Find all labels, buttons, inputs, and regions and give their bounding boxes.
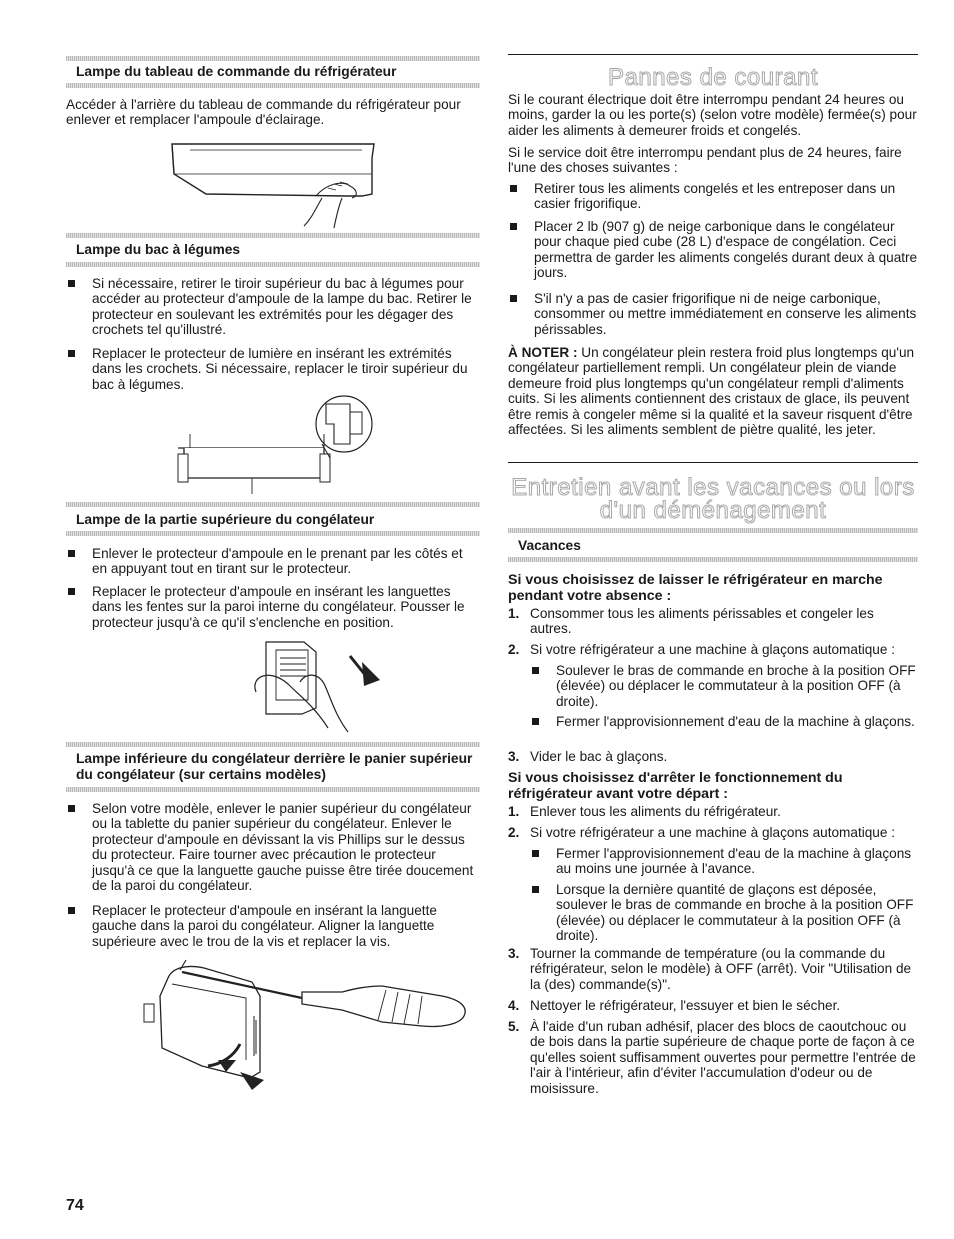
section-rule xyxy=(66,531,480,536)
power-outage-note xyxy=(508,345,918,437)
page-number: 74 xyxy=(66,1197,84,1214)
section-title-crisper-lamp: Lampe du bac à légumes xyxy=(76,242,241,257)
section-title-lower-freezer-lamp: Lampe inférieure du congélateur derrière le panier supérieur du congélateur (sur certains modèles) xyxy=(76,751,473,782)
step-number: 2. xyxy=(508,642,520,657)
crisper-lamp-step-2: Replacer le protecteur de lumière en insérant les extrémités dans les crochets. Si nécessaire, replacer le tiroir supérieur du bac à légumes. xyxy=(66,346,480,392)
step-number: 3. xyxy=(508,749,520,764)
control-panel-lamp-text: Accéder à l'arrière du tableau de commande du réfrigérateur pour enlever et remplacer l'ampoule d'éclairage. xyxy=(66,97,461,128)
leave-running-step-2-bullet-1: Soulever le bras de commande en broche à la position OFF (élevée) ou déplacer le commutateur à la position OFF (à droite). xyxy=(530,663,918,709)
section-rule xyxy=(508,462,918,463)
step-text: Si votre réfrigérateur a une machine à glaçons automatique : xyxy=(530,825,895,840)
power-outage-paragraph-2: Si le service doit être interrompu pendant plus de 24 heures, faire l'une des choses suivantes : xyxy=(508,145,902,176)
upper-freezer-lamp-step-2: Replacer le protecteur d'ampoule en insérant les languettes dans les fentes sur la paroi interne du congélateur. Pousser le protecteur jusqu'à ce qu'il s'enclenche en position. xyxy=(66,584,480,630)
heading-stop-refrigerator: Si vous choisissez d'arrêter le fonctionnement du réfrigérateur avant votre départ : xyxy=(508,770,843,802)
crisper-lamp-step-1: Si nécessaire, retirer le tiroir supérieur du bac à légumes pour accéder au protecteur d'ampoule de la lampe du bac. Retirer le protecteur en soulevant les extrémités pour les dégager des crochets tel qu'illustré. xyxy=(66,276,480,338)
power-outage-option-1: Retirer tous les aliments congelés et les entreposer dans un casier frigorifique. xyxy=(508,181,918,212)
section-title-upper-freezer-lamp: Lampe de la partie supérieure du congélateur xyxy=(76,512,375,527)
upper-freezer-lamp-step-1: Enlever le protecteur d'ampoule en le prenant par les côtés et en appuyant tout en tirant sur le protecteur. xyxy=(66,546,480,577)
step-text: Tourner la commande de température (ou la commande du réfrigérateur, selon le modèle) à OFF (arrêt). Voir "Utilisation de la (des) commande(s)". xyxy=(530,946,912,992)
lower-freezer-lamp-step-1: Selon votre modèle, enlever le panier supérieur du congélateur ou la tablette du panier supérieur du congélateur. Enlever le protecteur d'ampoule en dévissant la vis Phillips sur le dessus du protecteur. Faire tourner avec précaution le protecteur jusqu'à ce que la languette gauche puisse être tirée doucement de la paroi du congélateur. xyxy=(66,801,480,893)
note-text: Un congélateur plein restera froid plus longtemps qu'un congélateur partiellement rempli. Un congélateur plein de viande demeure froid plus longtemps qu'un congélateur rempli d'aliments cuits. Si les aliments contiennent des cristaux de glace, ils peuvent être remis à congeler même si la qualité et la saveur risquent d'être affectées. Si les aliments semblent de piètre qualité, les jeter. xyxy=(508,345,915,438)
step-number: 3. xyxy=(508,946,520,961)
section-rule xyxy=(66,262,480,267)
section-rule xyxy=(66,502,480,507)
step-text: Si votre réfrigérateur a une machine à glaçons automatique : xyxy=(530,642,895,657)
step-number: 5. xyxy=(508,1019,520,1034)
stop-step-2-bullet-2: Lorsque la dernière quantité de glaçons est déposée, soulever le bras de commande en broche à la position OFF (élevée) ou déplacer le commutateur à la position OFF (à droite). xyxy=(530,882,918,944)
step-number: 4. xyxy=(508,998,520,1013)
stop-step-3 xyxy=(508,946,918,992)
upper-freezer-lamp-illustration xyxy=(216,636,396,738)
leave-running-step-3 xyxy=(508,749,918,764)
power-outage-option-2: Placer 2 lb (907 g) de neige carbonique dans le congélateur pour chaque pied cube (28 L) d'espace de congélation. Ceci permettra de garder les aliments congelés durant deux à quatre jours. xyxy=(508,219,918,281)
step-text: À l'aide d'un ruban adhésif, placer des blocs de caoutchouc ou de bois dans la partie supérieure de chaque porte de façon à ce qu'elles soient suffisamment ouvertes pour permettre l'entrée de l'air à l'intérieur, afin d'éviter l'accumulation d'odeur ou de moisissure. xyxy=(530,1019,916,1096)
step-number: 1. xyxy=(508,606,520,621)
step-text: Nettoyer le réfrigérateur, l'essuyer et bien le sécher. xyxy=(530,998,841,1013)
stop-step-2-bullet-1: Fermer l'approvisionnement d'eau de la machine à glaçons au moins une journée à l'avance. xyxy=(530,846,918,877)
step-text: Vider le bac à glaçons. xyxy=(530,749,668,764)
step-text: Consommer tous les aliments périssables et congeler les autres. xyxy=(530,606,874,637)
section-title-vacation-line-1: Entretien avant les vacances ou lors xyxy=(511,474,915,501)
section-rule xyxy=(66,742,480,747)
step-number: 2. xyxy=(508,825,520,840)
section-rule xyxy=(508,54,918,55)
section-rule xyxy=(508,528,918,533)
subsection-title-vacation: Vacances xyxy=(518,538,581,553)
stop-step-5 xyxy=(508,1019,918,1096)
section-rule xyxy=(508,557,918,562)
section-rule xyxy=(66,787,480,792)
lower-freezer-lamp-illustration xyxy=(142,956,478,1090)
leave-running-step-2 xyxy=(508,642,918,657)
section-rule xyxy=(66,83,480,88)
power-outage-option-3: S'il n'y a pas de casier frigorifique ni de neige carbonique, consommer ou mettre immédiatement en conserve les aliments périssables. xyxy=(508,291,918,337)
section-title-vacation-line-2: d'un déménagement xyxy=(599,497,827,524)
step-text: Enlever tous les aliments du réfrigérateur. xyxy=(530,804,781,819)
section-title-power-outage: Pannes de courant xyxy=(608,64,818,91)
stop-step-1 xyxy=(508,804,918,819)
stop-step-4 xyxy=(508,998,918,1013)
section-rule xyxy=(66,56,480,61)
leave-running-step-1 xyxy=(508,606,918,637)
leave-running-step-2-bullet-2: Fermer l'approvisionnement d'eau de la machine à glaçons. xyxy=(530,714,918,729)
stop-step-2 xyxy=(508,825,918,840)
power-outage-paragraph-1: Si le courant électrique doit être interrompu pendant 24 heures ou moins, garder la ou les porte(s) (selon votre modèle) fermée(s) pour aider les aliments à demeurer froids et congelés. xyxy=(508,92,917,138)
heading-leave-running: Si vous choisissez de laisser le réfrigérateur en marche pendant votre absence : xyxy=(508,572,883,604)
note-label: À NOTER : xyxy=(508,345,578,360)
control-panel-lamp-illustration xyxy=(166,138,396,230)
lower-freezer-lamp-step-2: Replacer le protecteur d'ampoule en insérant la languette gauche dans la paroi du congélateur. Aligner la languette supérieure avec le trou de la vis et replacer la vis. xyxy=(66,903,480,949)
crisper-lamp-illustration xyxy=(174,394,374,496)
step-number: 1. xyxy=(508,804,520,819)
section-rule xyxy=(66,233,480,238)
section-title-control-panel-lamp: Lampe du tableau de commande du réfrigérateur xyxy=(76,64,397,79)
